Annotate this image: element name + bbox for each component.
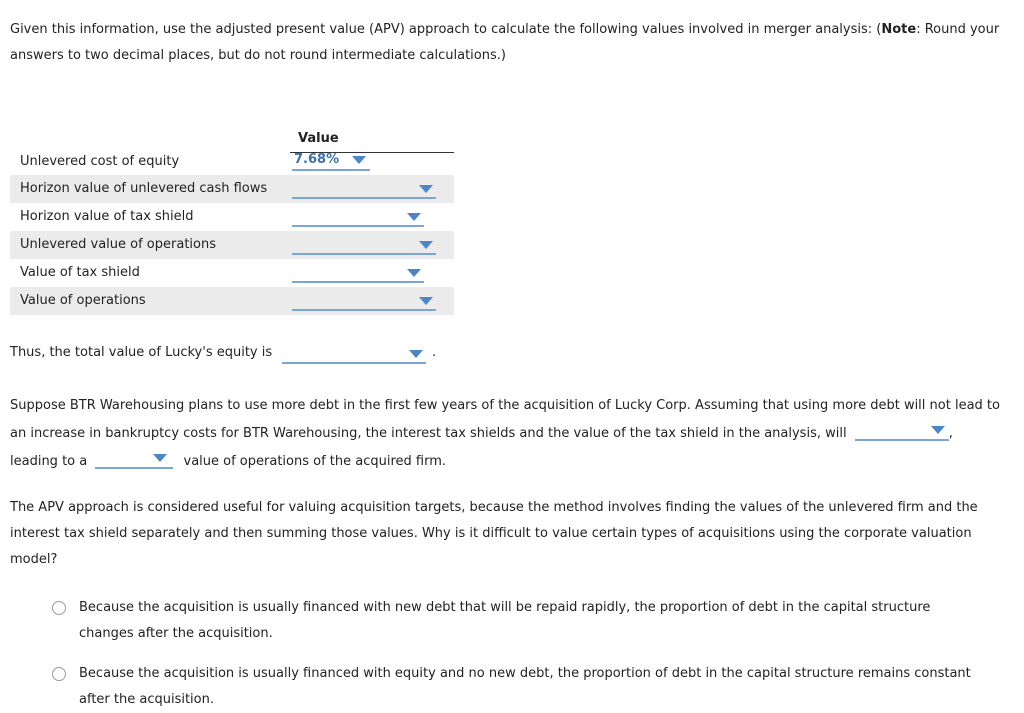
table-row	[10, 287, 454, 315]
caret-down-icon	[407, 269, 421, 277]
caret-down-icon	[409, 350, 423, 358]
caret-down-icon	[419, 241, 433, 249]
caret-down-icon	[931, 426, 945, 434]
option-text: Because the acquisition is usually financed with new debt that will be repaid rapidly, the proportion of debt in the capital structure changes after the acquisition.	[79, 600, 931, 641]
radio-button[interactable]	[52, 601, 66, 615]
table-row	[10, 148, 454, 176]
debt-scenario-paragraph: Suppose BTR Warehousing plans to use more debt in the first few years of the acquisition of Lucky Corp. Assuming that using more debt will not lead to an increase in bankruptcy costs for BTR Warehousing, the interest tax shields and the value of the tax shield in the analysis, will , leading to a value of operations of the acquired firm.	[10, 398, 1000, 469]
row-label: Value of tax shield	[20, 265, 140, 280]
table-row	[10, 231, 454, 259]
tax-shield-change-dropdown[interactable]	[855, 423, 949, 441]
value-of-tax-shield-dropdown[interactable]	[292, 265, 424, 283]
table-row	[10, 203, 454, 231]
caret-down-icon	[407, 213, 421, 221]
table-row	[10, 175, 454, 203]
row-label: Horizon value of unlevered cash flows	[20, 181, 268, 196]
equity-value-dropdown[interactable]	[282, 346, 426, 364]
note-label: Note	[881, 22, 917, 37]
radio-button[interactable]	[52, 667, 66, 681]
unlevered-cost-of-equity-dropdown[interactable]	[292, 153, 370, 171]
unlevered-value-of-operations-dropdown[interactable]	[292, 237, 436, 255]
instructions	[10, 17, 1005, 69]
option-text: Because the acquisition is usually financed with equity and no new debt, the proportion of debt in the capital structure remains constant after the acquisition.	[79, 666, 971, 707]
value-change-dropdown[interactable]	[95, 451, 173, 469]
selected-value: 7.68%	[294, 152, 340, 167]
apv-question-paragraph: The APV approach is considered useful for valuing acquisition targets, because the method involves finding the values of the unlevered firm and the interest tax shield separately and then summing those values. Why is it difficult to value certain types of acquisitions using the corporate valuation model?	[10, 500, 978, 567]
row-label: Value of operations	[20, 293, 146, 308]
table-row	[10, 259, 454, 287]
instructions-note-text: : Round your answers to two decimal places, but do not round intermediate calculations.)	[10, 22, 1000, 63]
value-column-header: Value	[290, 126, 454, 153]
value-of-operations-dropdown[interactable]	[292, 293, 436, 311]
instructions-text: Given this information, use the adjusted present value (APV) approach to calculate the following values involved in merger analysis: (	[10, 22, 882, 37]
row-label: Unlevered cost of equity	[20, 154, 180, 169]
row-label: Horizon value of tax shield	[20, 209, 194, 224]
horizon-value-tax-shield-dropdown[interactable]	[292, 209, 424, 227]
horizon-value-unlevered-cash-flows-dropdown[interactable]	[292, 181, 436, 199]
caret-down-icon	[153, 454, 167, 462]
row-label: Unlevered value of operations	[20, 237, 216, 252]
caret-down-icon	[419, 297, 433, 305]
caret-down-icon	[419, 185, 433, 193]
caret-down-icon	[352, 156, 366, 164]
period: .	[432, 345, 437, 360]
